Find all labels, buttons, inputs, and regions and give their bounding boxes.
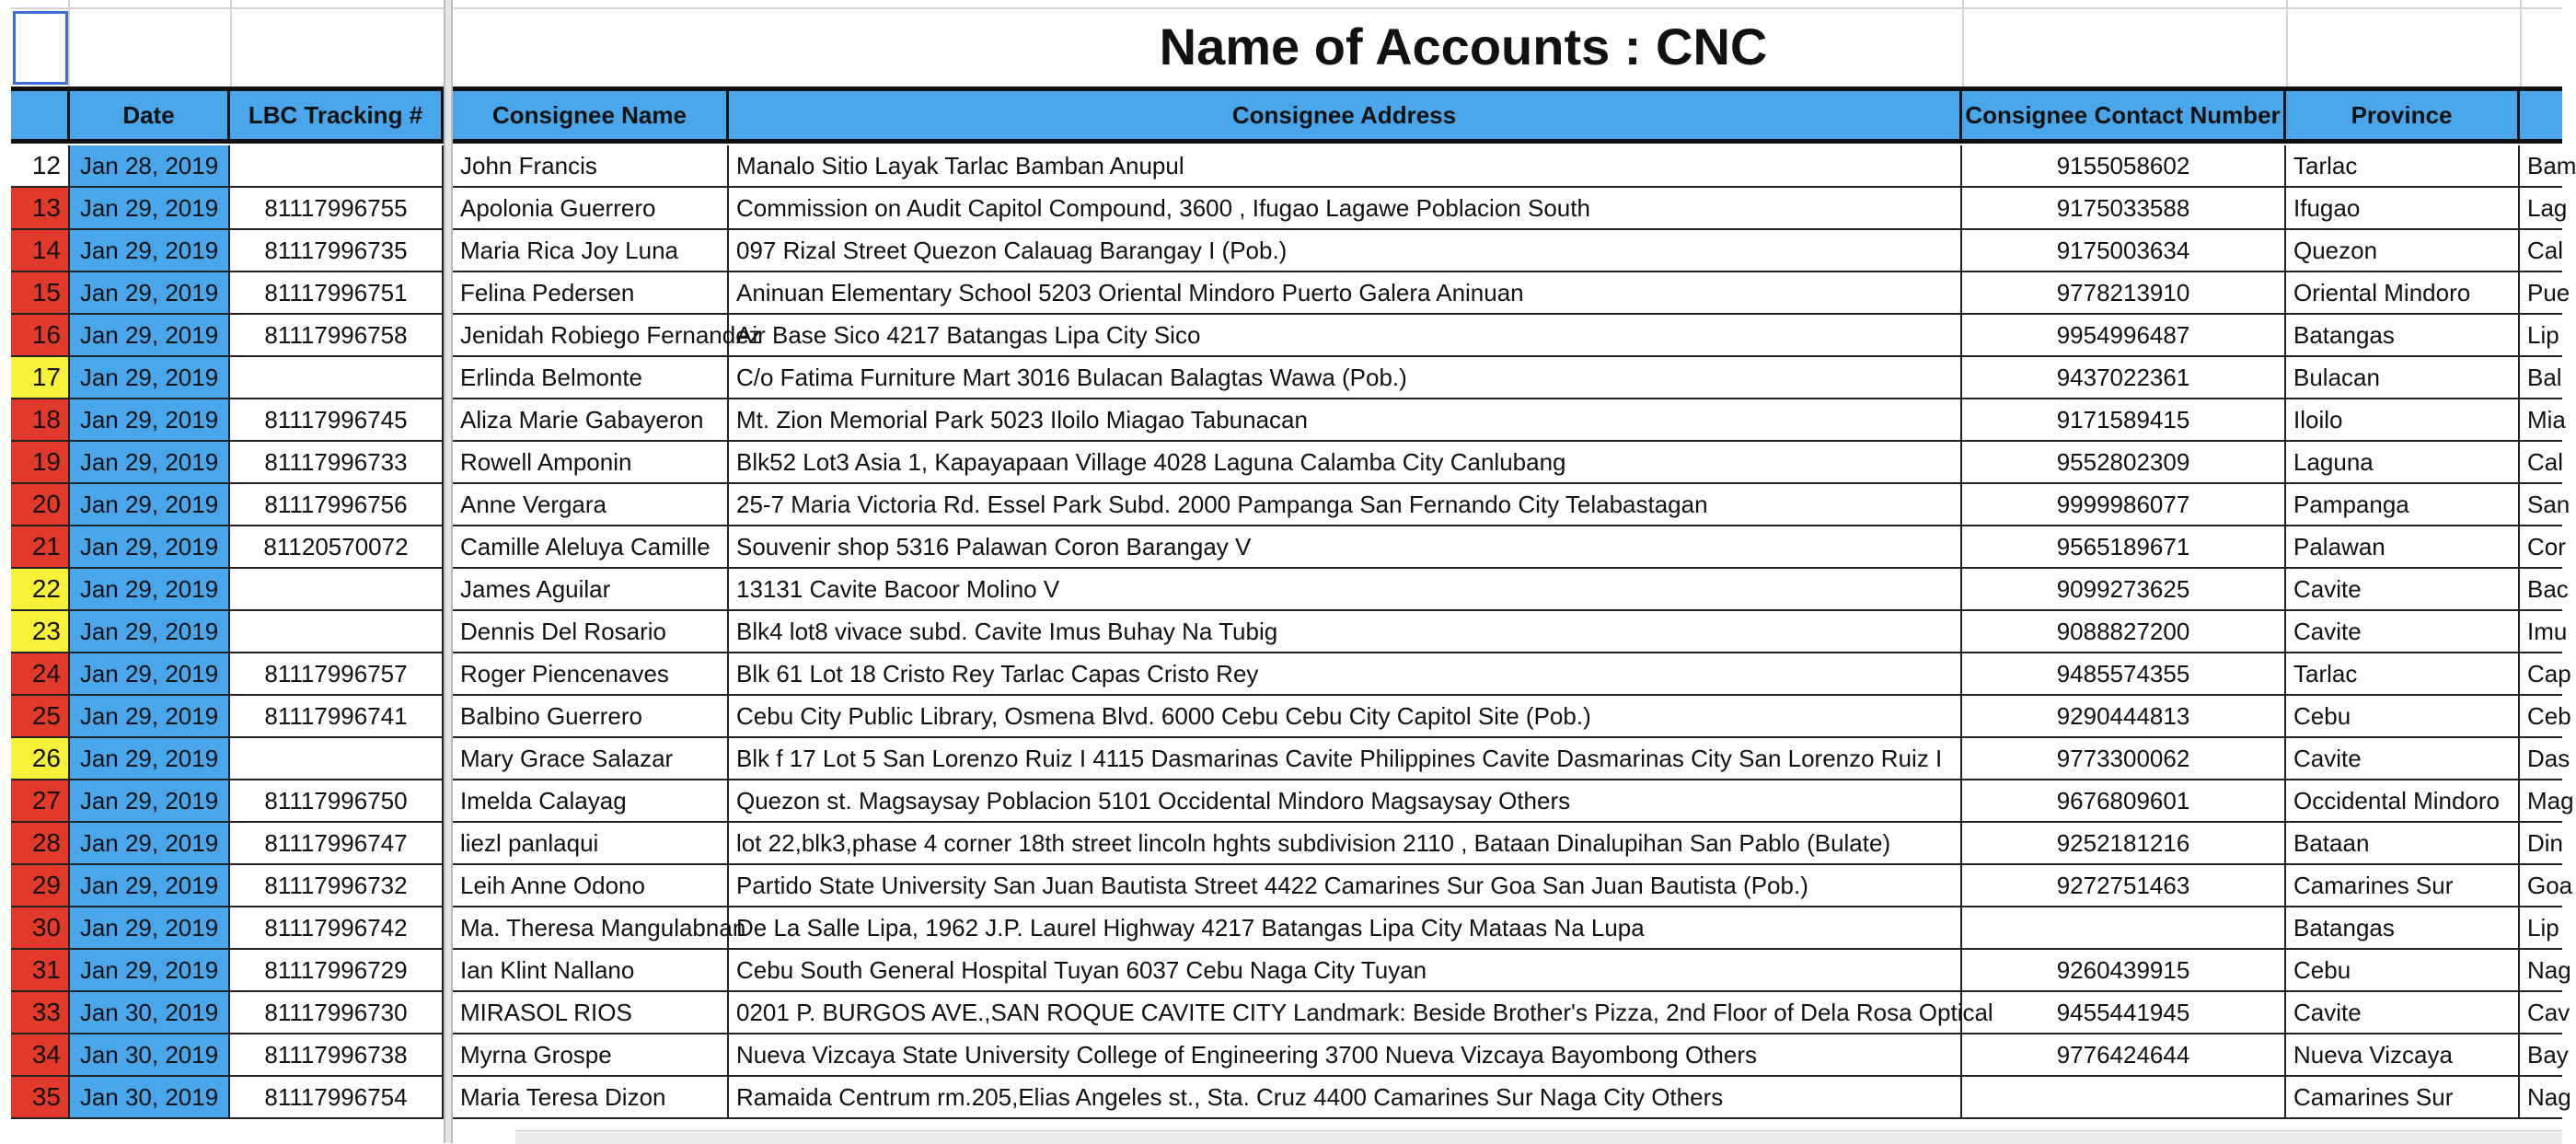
consignee-name-cell[interactable]: Aliza Marie Gabayeron	[453, 399, 729, 440]
city-cell[interactable]: Mag	[2527, 787, 2574, 815]
row-number-cell[interactable]: 27	[11, 780, 70, 821]
table-row	[0, 569, 2569, 611]
city-cell[interactable]: San	[2527, 491, 2570, 518]
date-cell[interactable]: Jan 29, 2019	[70, 696, 230, 736]
consignee-address-cell[interactable]: lot 22,blk3,phase 4 corner 18th street lincoln hghts subdivision 2110 , Bataan Dinalupihan San Pablo (Bulate)	[729, 823, 1962, 863]
consignee-name-cell[interactable]: Mary Grace Salazar	[453, 738, 729, 779]
province-cell[interactable]: Camarines Sur	[2286, 865, 2520, 906]
date-cell[interactable]: Jan 29, 2019	[70, 357, 230, 398]
province-cell[interactable]: Cavite	[2286, 611, 2520, 652]
contact-number-cell[interactable]: 9260439915	[1962, 950, 2286, 990]
tracking-cell[interactable]: 81117996729	[230, 950, 444, 990]
province-cell[interactable]: Batangas	[2286, 907, 2520, 948]
header-row	[0, 87, 2562, 144]
city-cell[interactable]: Din	[2527, 829, 2564, 857]
consignee-address-cell[interactable]: Souvenir shop 5316 Palawan Coron Barangay V	[729, 526, 1962, 567]
table-row	[0, 526, 2566, 569]
row-number-cell[interactable]: 29	[11, 865, 70, 906]
tracking-cell[interactable]	[230, 611, 444, 652]
province-cell[interactable]: Nueva Vizcaya	[2286, 1034, 2520, 1075]
consignee-address-cell[interactable]: Nueva Vizcaya State University College of Engineering 3700 Nueva Vizcaya Bayombong Others	[729, 1034, 1962, 1075]
consignee-address-cell[interactable]: Cebu City Public Library, Osmena Blvd. 6000 Cebu Cebu City Capitol Site (Pob.)	[729, 696, 1962, 736]
table-row	[0, 992, 2570, 1034]
date-cell[interactable]: Jan 29, 2019	[70, 780, 230, 821]
city-cell[interactable]: Mia	[2527, 406, 2566, 433]
table-row	[0, 145, 2576, 188]
date-cell[interactable]: Jan 29, 2019	[70, 569, 230, 609]
consignee-name-cell[interactable]: Camille Aleluya Camille	[453, 526, 729, 567]
province-cell[interactable]: Bataan	[2286, 823, 2520, 863]
city-cell[interactable]: Lip	[2527, 914, 2559, 942]
consignee-name-cell[interactable]: Ian Klint Nallano	[453, 950, 729, 990]
tracking-cell[interactable]: 81117996735	[230, 230, 444, 271]
table-row	[0, 780, 2574, 823]
contact-number-cell[interactable]: 9776424644	[1962, 1034, 2286, 1075]
city-cell[interactable]: Das	[2527, 745, 2570, 772]
consignee-name-cell[interactable]: Imelda Calayag	[453, 780, 729, 821]
row-number-cell[interactable]: 13	[11, 188, 70, 228]
row-number-cell[interactable]: 28	[11, 823, 70, 863]
table-row	[0, 907, 2562, 950]
province-cell[interactable]: Quezon	[2286, 230, 2520, 271]
consignee-address-cell[interactable]: Manalo Sitio Layak Tarlac Bamban Anupul	[729, 145, 1962, 186]
header-consignee-name[interactable]: Consignee Name	[453, 91, 729, 139]
tracking-cell[interactable]: 81117996750	[230, 780, 444, 821]
contact-number-cell[interactable]	[1962, 1077, 2286, 1117]
contact-number-cell[interactable]: 9175033588	[1962, 188, 2286, 228]
tracking-cell[interactable]: 81117996733	[230, 442, 444, 482]
province-cell[interactable]: Tarlac	[2286, 653, 2520, 694]
consignee-name-cell[interactable]: liezl panlaqui	[453, 823, 729, 863]
province-cell[interactable]: Cavite	[2286, 992, 2520, 1033]
consignee-name-cell[interactable]: Anne Vergara	[453, 484, 729, 525]
consignee-name-cell[interactable]: Felina Pedersen	[453, 272, 729, 313]
table-row	[0, 653, 2571, 696]
tracking-cell[interactable]: 81117996754	[230, 1077, 444, 1117]
consignee-name-cell[interactable]: Maria Rica Joy Luna	[453, 230, 729, 271]
tracking-cell[interactable]: 81117996745	[230, 399, 444, 440]
consignee-address-cell[interactable]: Blk 61 Lot 18 Cristo Rey Tarlac Capas Cristo Rey	[729, 653, 1962, 694]
contact-number-cell[interactable]: 9099273625	[1962, 569, 2286, 609]
consignee-address-cell[interactable]: 25-7 Maria Victoria Rd. Essel Park Subd. 2000 Pampanga San Fernando City Telabastagan	[729, 484, 1962, 525]
consignee-address-cell[interactable]: Quezon st. Magsaysay Poblacion 5101 Occidental Mindoro Magsaysay Others	[729, 780, 1962, 821]
header-date[interactable]: Date	[70, 91, 230, 139]
grid-line	[2520, 0, 2522, 87]
province-cell[interactable]: Cavite	[2286, 738, 2520, 779]
table-row	[0, 357, 2562, 399]
province-cell[interactable]: Ifugao	[2286, 188, 2520, 228]
row-number-cell[interactable]: 25	[11, 696, 70, 736]
header-contact-number[interactable]: Consignee Contact Number	[1962, 91, 2286, 139]
city-cell[interactable]: Lag	[2527, 194, 2568, 222]
province-cell[interactable]: Oriental Mindoro	[2286, 272, 2520, 313]
row-number-cell[interactable]: 35	[11, 1077, 70, 1117]
date-cell[interactable]: Jan 29, 2019	[70, 950, 230, 990]
table-row	[0, 272, 2570, 315]
date-cell[interactable]: Jan 29, 2019	[70, 823, 230, 863]
row-number-cell[interactable]: 34	[11, 1034, 70, 1075]
row-number-cell[interactable]: 14	[11, 230, 70, 271]
tracking-cell[interactable]: 81120570072	[230, 526, 444, 567]
city-cell[interactable]: Bay	[2527, 1041, 2569, 1069]
tracking-cell[interactable]: 81117996747	[230, 823, 444, 863]
row-number-cell[interactable]: 31	[11, 950, 70, 990]
city-cell[interactable]: Nag	[2527, 1083, 2571, 1111]
province-cell[interactable]: Bulacan	[2286, 357, 2520, 398]
consignee-address-cell[interactable]: Cebu South General Hospital Tuyan 6037 Cebu Naga City Tuyan	[729, 950, 1962, 990]
province-cell[interactable]: Batangas	[2286, 315, 2520, 355]
province-cell[interactable]: Occidental Mindoro	[2286, 780, 2520, 821]
date-cell[interactable]: Jan 29, 2019	[70, 907, 230, 948]
consignee-name-cell[interactable]: Roger Piencenaves	[453, 653, 729, 694]
contact-number-cell[interactable]: 9954996487	[1962, 315, 2286, 355]
date-cell[interactable]: Jan 30, 2019	[70, 992, 230, 1033]
table-row	[0, 399, 2566, 442]
date-cell[interactable]: Jan 29, 2019	[70, 399, 230, 440]
header-province[interactable]: Province	[2286, 91, 2520, 139]
consignee-address-cell[interactable]: Commission on Audit Capitol Compound, 3600 , Ifugao Lagawe Poblacion South	[729, 188, 1962, 228]
consignee-name-cell[interactable]: Myrna Grospe	[453, 1034, 729, 1075]
contact-number-cell[interactable]: 9552802309	[1962, 442, 2286, 482]
tracking-cell[interactable]	[230, 738, 444, 779]
row-number-cell[interactable]: 22	[11, 569, 70, 609]
province-cell[interactable]: Tarlac	[2286, 145, 2520, 186]
row-number-cell[interactable]: 26	[11, 738, 70, 779]
tracking-cell[interactable]: 81117996757	[230, 653, 444, 694]
header-tracking[interactable]: LBC Tracking #	[230, 91, 444, 139]
province-cell[interactable]: Iloilo	[2286, 399, 2520, 440]
contact-number-cell[interactable]: 9252181216	[1962, 823, 2286, 863]
freeze-pane-divider[interactable]	[444, 0, 453, 1143]
contact-number-cell[interactable]: 9455441945	[1962, 992, 2286, 1033]
table-row	[0, 696, 2571, 738]
city-cell[interactable]: Cal	[2527, 237, 2564, 264]
date-cell[interactable]: Jan 29, 2019	[70, 484, 230, 525]
consignee-address-cell[interactable]: Partido State University San Juan Bautista Street 4422 Camarines Sur Goa San Juan Bautista (Pob.)	[729, 865, 1962, 906]
tracking-cell[interactable]: 81117996751	[230, 272, 444, 313]
province-cell[interactable]: Cebu	[2286, 950, 2520, 990]
province-cell[interactable]: Pampanga	[2286, 484, 2520, 525]
contact-number-cell[interactable]: 9773300062	[1962, 738, 2286, 779]
tracking-cell[interactable]: 81117996741	[230, 696, 444, 736]
consignee-address-cell[interactable]: Air Base Sico 4217 Batangas Lipa City Sico	[729, 315, 1962, 355]
contact-number-cell[interactable]: 9437022361	[1962, 357, 2286, 398]
consignee-name-cell[interactable]: James Aguilar	[453, 569, 729, 609]
date-cell[interactable]: Jan 30, 2019	[70, 1077, 230, 1117]
tracking-cell[interactable]	[230, 357, 444, 398]
row-number-cell[interactable]: 24	[11, 653, 70, 694]
city-cell[interactable]: Cap	[2527, 660, 2571, 688]
table-row	[0, 950, 2571, 992]
tracking-cell[interactable]: 81117996755	[230, 188, 444, 228]
city-cell[interactable]: Cor	[2527, 533, 2566, 560]
contact-number-cell[interactable]: 9999986077	[1962, 484, 2286, 525]
consignee-name-cell[interactable]: MIRASOL RIOS	[453, 992, 729, 1033]
date-cell[interactable]: Jan 29, 2019	[70, 230, 230, 271]
selected-cell[interactable]	[13, 11, 68, 85]
tracking-cell[interactable]: 81117996738	[230, 1034, 444, 1075]
consignee-address-cell[interactable]: 0201 P. BURGOS AVE.,SAN ROQUE CAVITE CITY Landmark: Beside Brother's Pizza, 2nd Floor of Dela Rosa Optical	[729, 992, 1962, 1033]
table-row	[0, 315, 2562, 357]
contact-number-cell[interactable]: 9290444813	[1962, 696, 2286, 736]
table-row	[0, 230, 2562, 272]
horizontal-scrollbar[interactable]	[515, 1130, 2562, 1144]
row-number-cell[interactable]: 20	[11, 484, 70, 525]
city-cell[interactable]: Bam	[2527, 152, 2576, 179]
contact-number-cell[interactable]: 9155058602	[1962, 145, 2286, 186]
row-number-cell[interactable]: 30	[11, 907, 70, 948]
city-cell[interactable]: Imu	[2527, 618, 2568, 645]
sheet-title[interactable]: Name of Accounts : CNC	[1159, 17, 1768, 75]
date-cell[interactable]: Jan 29, 2019	[70, 865, 230, 906]
date-cell[interactable]: Jan 29, 2019	[70, 188, 230, 228]
row-number-cell[interactable]: 23	[11, 611, 70, 652]
consignee-address-cell[interactable]: Ramaida Centrum rm.205,Elias Angeles st., Sta. Cruz 4400 Camarines Sur Naga City Others	[729, 1077, 1962, 1117]
city-cell[interactable]: Ceb	[2527, 702, 2571, 730]
contact-number-cell[interactable]: 9676809601	[1962, 780, 2286, 821]
table-row	[0, 1077, 2571, 1119]
province-cell[interactable]: Laguna	[2286, 442, 2520, 482]
province-cell[interactable]: Camarines Sur	[2286, 1077, 2520, 1117]
table-row	[0, 738, 2570, 780]
grid-line	[0, 7, 2562, 9]
data-rows	[0, 145, 2576, 1143]
row-number-cell[interactable]: 16	[11, 315, 70, 355]
city-cell[interactable]: Cav	[2527, 999, 2570, 1026]
consignee-name-cell[interactable]: Erlinda Belmonte	[453, 357, 729, 398]
city-cell[interactable]: Cal	[2527, 448, 2564, 476]
contact-number-cell[interactable]: 9565189671	[1962, 526, 2286, 567]
province-cell[interactable]: Palawan	[2286, 526, 2520, 567]
row-number-cell[interactable]: 33	[11, 992, 70, 1033]
tracking-cell[interactable]: 81117996730	[230, 992, 444, 1033]
row-number-cell[interactable]: 19	[11, 442, 70, 482]
city-cell[interactable]: Nag	[2527, 956, 2571, 984]
table-row	[0, 865, 2573, 907]
province-cell[interactable]: Cavite	[2286, 569, 2520, 609]
consignee-address-cell[interactable]: 097 Rizal Street Quezon Calauag Barangay I (Pob.)	[729, 230, 1962, 271]
header-consignee-address[interactable]: Consignee Address	[729, 91, 1962, 139]
tracking-cell[interactable]	[230, 569, 444, 609]
top-blank-rows	[0, 0, 2562, 87]
date-cell[interactable]: Jan 29, 2019	[70, 442, 230, 482]
date-cell[interactable]: Jan 28, 2019	[70, 145, 230, 186]
table-row	[0, 484, 2570, 526]
consignee-address-cell[interactable]: Aninuan Elementary School 5203 Oriental Mindoro Puerto Galera Aninuan	[729, 272, 1962, 313]
contact-number-cell[interactable]: 9171589415	[1962, 399, 2286, 440]
consignee-name-cell[interactable]: Dennis Del Rosario	[453, 611, 729, 652]
consignee-name-cell[interactable]: Jenidah Robiego Fernandez	[453, 315, 729, 355]
city-cell[interactable]: Pue	[2527, 279, 2570, 306]
consignee-name-cell[interactable]: Apolonia Guerrero	[453, 188, 729, 228]
left-gutter	[0, 0, 11, 1143]
grid-line	[68, 0, 70, 87]
consignee-address-cell[interactable]: C/o Fatima Furniture Mart 3016 Bulacan Balagtas Wawa (Pob.)	[729, 357, 1962, 398]
consignee-address-cell[interactable]: Blk4 lot8 vivace subd. Cavite Imus Buhay Na Tubig	[729, 611, 1962, 652]
contact-number-cell[interactable]: 9175003634	[1962, 230, 2286, 271]
consignee-address-cell[interactable]: Blk52 Lot3 Asia 1, Kapayapaan Village 4028 Laguna Calamba City Canlubang	[729, 442, 1962, 482]
row-number-cell[interactable]: 21	[11, 526, 70, 567]
consignee-name-cell[interactable]: John Francis	[453, 145, 729, 186]
row-number-cell[interactable]: 15	[11, 272, 70, 313]
consignee-name-cell[interactable]: Maria Teresa Dizon	[453, 1077, 729, 1117]
header-city[interactable]	[2520, 91, 2562, 139]
date-cell[interactable]: Jan 29, 2019	[70, 738, 230, 779]
province-cell[interactable]: Cebu	[2286, 696, 2520, 736]
consignee-address-cell[interactable]: Mt. Zion Memorial Park 5023 Iloilo Miagao Tabunacan	[729, 399, 1962, 440]
city-cell[interactable]: Bac	[2527, 575, 2569, 603]
consignee-name-cell[interactable]: Ma. Theresa Mangulabnan	[453, 907, 729, 948]
date-cell[interactable]: Jan 29, 2019	[70, 526, 230, 567]
table-row	[0, 188, 2568, 230]
consignee-name-cell[interactable]: Balbino Guerrero	[453, 696, 729, 736]
contact-number-cell[interactable]: 9778213910	[1962, 272, 2286, 313]
consignee-address-cell[interactable]: De La Salle Lipa, 1962 J.P. Laurel Highway 4217 Batangas Lipa City Mataas Na Lupa	[729, 907, 1962, 948]
city-cell[interactable]: Bal	[2527, 364, 2562, 391]
tracking-cell[interactable]	[230, 145, 444, 186]
date-cell[interactable]: Jan 29, 2019	[70, 653, 230, 694]
row-number-cell[interactable]: 17	[11, 357, 70, 398]
row-number-cell[interactable]: 12	[11, 145, 70, 186]
tracking-cell[interactable]: 81117996756	[230, 484, 444, 525]
date-cell[interactable]: Jan 29, 2019	[70, 272, 230, 313]
consignee-name-cell[interactable]: Leih Anne Odono	[453, 865, 729, 906]
table-row	[0, 442, 2562, 484]
tracking-cell[interactable]: 81117996742	[230, 907, 444, 948]
consignee-address-cell[interactable]: 13131 Cavite Bacoor Molino V	[729, 569, 1962, 609]
contact-number-cell[interactable]: 9272751463	[1962, 865, 2286, 906]
grid-line	[230, 0, 232, 87]
date-cell[interactable]: Jan 29, 2019	[70, 611, 230, 652]
tracking-cell[interactable]: 81117996758	[230, 315, 444, 355]
tracking-cell[interactable]: 81117996732	[230, 865, 444, 906]
date-cell[interactable]: Jan 29, 2019	[70, 315, 230, 355]
city-cell[interactable]: Goa	[2527, 872, 2573, 899]
city-cell[interactable]: Lip	[2527, 321, 2559, 349]
table-row	[0, 1034, 2569, 1077]
consignee-name-cell[interactable]: Rowell Amponin	[453, 442, 729, 482]
consignee-address-cell[interactable]: Blk f 17 Lot 5 San Lorenzo Ruiz I 4115 Dasmarinas Cavite Philippines Cavite Dasmarinas City San Lorenzo Ruiz I	[729, 738, 1962, 779]
contact-number-cell[interactable]: 9485574355	[1962, 653, 2286, 694]
table-row	[0, 611, 2568, 653]
row-number-cell[interactable]: 18	[11, 399, 70, 440]
contact-number-cell[interactable]: 9088827200	[1962, 611, 2286, 652]
table-row	[0, 823, 2562, 865]
contact-number-cell[interactable]	[1962, 907, 2286, 948]
date-cell[interactable]: Jan 30, 2019	[70, 1034, 230, 1075]
